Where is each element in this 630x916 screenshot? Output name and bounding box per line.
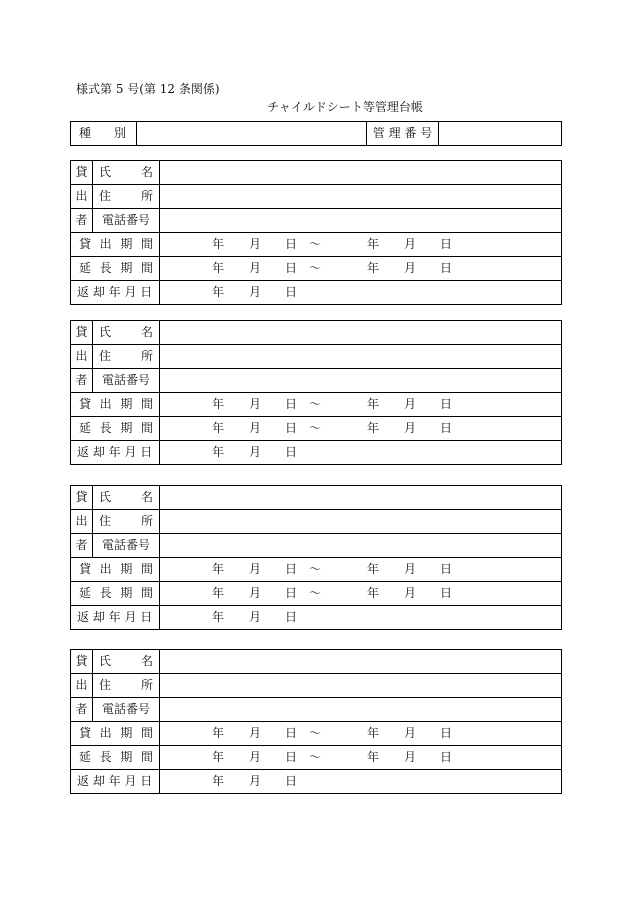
year-unit: 年 <box>367 397 380 411</box>
day-unit: 日 <box>440 586 453 600</box>
year-unit: 年 <box>212 726 225 740</box>
loan-period-label: 貸 出 期 間 <box>71 722 160 746</box>
return-date-field[interactable] <box>160 606 562 630</box>
lender-char-3: 者 <box>71 369 93 393</box>
loan-period-field[interactable] <box>160 558 562 582</box>
return-date-field[interactable] <box>160 770 562 794</box>
month-unit: 月 <box>249 562 262 576</box>
range-tilde: ～ <box>309 586 322 600</box>
year-unit: 年 <box>212 421 225 435</box>
month-unit: 月 <box>249 285 262 299</box>
return-date-label: 返 却 年 月 日 <box>71 606 160 630</box>
type-label: 種 別 <box>71 122 137 146</box>
extension-period-field[interactable] <box>160 417 562 441</box>
lender-char-3: 者 <box>71 534 93 558</box>
month-unit: 月 <box>249 421 262 435</box>
extension-period-label: 延 長 期 間 <box>71 582 160 606</box>
year-unit: 年 <box>212 586 225 600</box>
day-unit: 日 <box>440 397 453 411</box>
return-date-field[interactable] <box>160 441 562 465</box>
lender-char-3: 者 <box>71 698 93 722</box>
day-unit: 日 <box>285 445 298 459</box>
address-label: 住 所 <box>93 345 160 369</box>
phone-label: 電話番号 <box>93 369 160 393</box>
month-unit: 月 <box>404 586 417 600</box>
extension-period-label: 延 長 期 間 <box>71 257 160 281</box>
day-unit: 日 <box>285 237 298 251</box>
day-unit: 日 <box>285 750 298 764</box>
return-date-label: 返 却 年 月 日 <box>71 281 160 305</box>
range-tilde: ～ <box>309 562 322 576</box>
extension-period-field[interactable] <box>160 582 562 606</box>
range-tilde: ～ <box>309 750 322 764</box>
month-unit: 月 <box>404 421 417 435</box>
month-unit: 月 <box>249 610 262 624</box>
name-field[interactable] <box>160 486 562 510</box>
year-unit: 年 <box>367 421 380 435</box>
month-unit: 月 <box>249 445 262 459</box>
range-tilde: ～ <box>309 397 322 411</box>
day-unit: 日 <box>440 421 453 435</box>
month-unit: 月 <box>404 261 417 275</box>
day-unit: 日 <box>285 586 298 600</box>
year-unit: 年 <box>367 726 380 740</box>
phone-field[interactable] <box>160 369 562 393</box>
address-label: 住 所 <box>93 674 160 698</box>
month-unit: 月 <box>249 726 262 740</box>
document-title: チャイルドシート等管理台帳 <box>267 100 423 114</box>
month-unit: 月 <box>249 750 262 764</box>
year-unit: 年 <box>367 261 380 275</box>
year-unit: 年 <box>367 237 380 251</box>
extension-period-label: 延 長 期 間 <box>71 746 160 770</box>
year-unit: 年 <box>212 750 225 764</box>
name-label: 氏 名 <box>93 161 160 185</box>
address-field[interactable] <box>160 510 562 534</box>
year-unit: 年 <box>212 397 225 411</box>
name-label: 氏 名 <box>93 486 160 510</box>
lender-char-2: 出 <box>71 510 93 534</box>
loan-period-field[interactable] <box>160 393 562 417</box>
range-tilde: ～ <box>309 261 322 275</box>
day-unit: 日 <box>285 774 298 788</box>
day-unit: 日 <box>285 261 298 275</box>
range-tilde: ～ <box>309 421 322 435</box>
day-unit: 日 <box>285 285 298 299</box>
month-unit: 月 <box>249 397 262 411</box>
day-unit: 日 <box>440 237 453 251</box>
lender-char-1: 貸 <box>71 486 93 510</box>
lender-char-2: 出 <box>71 674 93 698</box>
lender-char-2: 出 <box>71 345 93 369</box>
month-unit: 月 <box>404 562 417 576</box>
name-field[interactable] <box>160 161 562 185</box>
range-tilde: ～ <box>309 726 322 740</box>
phone-label: 電話番号 <box>93 209 160 233</box>
year-unit: 年 <box>212 237 225 251</box>
day-unit: 日 <box>440 726 453 740</box>
range-tilde: ～ <box>309 237 322 251</box>
extension-period-label: 延 長 期 間 <box>71 417 160 441</box>
month-unit: 月 <box>404 750 417 764</box>
loan-period-label: 貸 出 期 間 <box>71 558 160 582</box>
loan-record-block-2 <box>70 320 562 465</box>
management-number-field[interactable] <box>439 122 562 146</box>
year-unit: 年 <box>212 261 225 275</box>
extension-period-field[interactable] <box>160 746 562 770</box>
header-table <box>70 121 562 146</box>
loan-period-field[interactable] <box>160 233 562 257</box>
year-unit: 年 <box>212 774 225 788</box>
name-label: 氏 名 <box>93 321 160 345</box>
lender-char-1: 貸 <box>71 650 93 674</box>
extension-period-field[interactable] <box>160 257 562 281</box>
management-number-label: 管 理 番 号 <box>367 122 439 146</box>
type-field[interactable] <box>137 122 367 146</box>
day-unit: 日 <box>440 261 453 275</box>
day-unit: 日 <box>285 421 298 435</box>
month-unit: 月 <box>404 237 417 251</box>
month-unit: 月 <box>249 586 262 600</box>
month-unit: 月 <box>404 397 417 411</box>
year-unit: 年 <box>367 586 380 600</box>
return-date-field[interactable] <box>160 281 562 305</box>
return-date-label: 返 却 年 月 日 <box>71 770 160 794</box>
name-field[interactable] <box>160 321 562 345</box>
year-unit: 年 <box>212 445 225 459</box>
loan-period-label: 貸 出 期 間 <box>71 233 160 257</box>
address-label: 住 所 <box>93 510 160 534</box>
return-date-label: 返 却 年 月 日 <box>71 441 160 465</box>
month-unit: 月 <box>404 726 417 740</box>
day-unit: 日 <box>285 726 298 740</box>
lender-char-2: 出 <box>71 185 93 209</box>
year-unit: 年 <box>212 610 225 624</box>
address-field[interactable] <box>160 345 562 369</box>
year-unit: 年 <box>212 562 225 576</box>
loan-period-label: 貸 出 期 間 <box>71 393 160 417</box>
day-unit: 日 <box>440 750 453 764</box>
phone-label: 電話番号 <box>93 534 160 558</box>
phone-label: 電話番号 <box>93 698 160 722</box>
phone-field[interactable] <box>160 698 562 722</box>
month-unit: 月 <box>249 774 262 788</box>
address-label: 住 所 <box>93 185 160 209</box>
loan-record-block-3 <box>70 485 562 630</box>
phone-field[interactable] <box>160 209 562 233</box>
loan-record-block-4 <box>70 649 562 794</box>
name-label: 氏 名 <box>93 650 160 674</box>
year-unit: 年 <box>367 562 380 576</box>
address-field[interactable] <box>160 185 562 209</box>
lender-char-1: 貸 <box>71 321 93 345</box>
year-unit: 年 <box>212 285 225 299</box>
day-unit: 日 <box>285 397 298 411</box>
month-unit: 月 <box>249 237 262 251</box>
loan-period-field[interactable] <box>160 722 562 746</box>
month-unit: 月 <box>249 261 262 275</box>
form-number: 様式第 5 号(第 12 条関係) <box>76 82 220 96</box>
loan-record-block-1 <box>70 160 562 305</box>
day-unit: 日 <box>285 562 298 576</box>
phone-field[interactable] <box>160 534 562 558</box>
address-field[interactable] <box>160 674 562 698</box>
name-field[interactable] <box>160 650 562 674</box>
lender-char-1: 貸 <box>71 161 93 185</box>
lender-char-3: 者 <box>71 209 93 233</box>
day-unit: 日 <box>440 562 453 576</box>
year-unit: 年 <box>367 750 380 764</box>
day-unit: 日 <box>285 610 298 624</box>
